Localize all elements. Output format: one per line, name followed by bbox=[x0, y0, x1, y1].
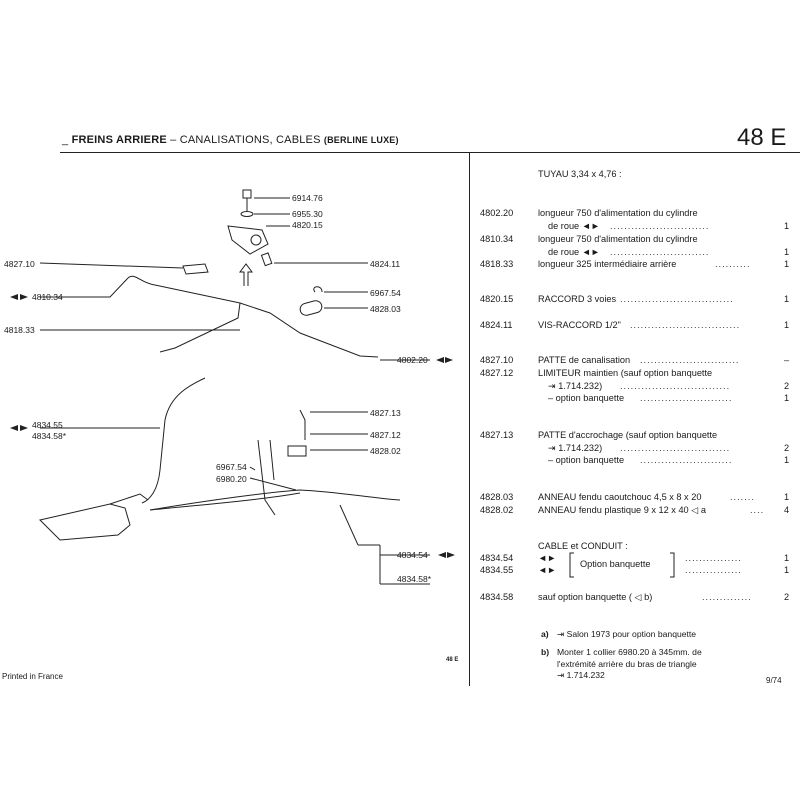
list-item: 4820.15 RACCORD 3 voies ................................ 1 bbox=[480, 294, 790, 304]
label-4834-54: 4834.54 bbox=[397, 550, 428, 560]
page-title: _ FREINS ARRIERE – CANALISATIONS, CABLES (BERLINE LUXE) bbox=[62, 134, 399, 146]
list-item: ⇥ 1.714.232) ............................... 2 bbox=[548, 381, 790, 391]
list-item: 4828.02 ANNEAU fendu plastique 9 x 12 x 40 ◁ a .... 4 bbox=[480, 505, 790, 515]
label-6980-20: 6980.20 bbox=[216, 474, 247, 484]
note-a-text: ⇥ Salon 1973 pour option banquette bbox=[557, 629, 697, 639]
list-item: 4834.58 sauf option banquette ( ◁ b) .............. 2 bbox=[480, 592, 790, 602]
list-item: 4827.10 PATTE de canalisation ............................ – bbox=[480, 355, 790, 365]
label-4820-15: 4820.15 bbox=[292, 220, 323, 230]
list-item: de roue ◄► ............................ 1 bbox=[548, 221, 790, 231]
list-item: 4834.54 ◄► ................ 1 bbox=[480, 553, 790, 563]
label-6967-54-top: 6967.54 bbox=[370, 288, 401, 298]
list-item: 4810.34 longueur 750 d'alimentation du cylindre bbox=[480, 234, 698, 244]
label-4818-33: 4818.33 bbox=[4, 325, 35, 335]
list-item: TUYAU 3,34 x 4,76 : bbox=[538, 169, 622, 179]
list-item: 4827.12 LIMITEUR maintien (sauf option banquette bbox=[480, 368, 713, 378]
option-banquette-bracket: Option banquette bbox=[580, 559, 651, 569]
list-item: – option banquette .......................... 1 bbox=[548, 455, 790, 465]
label-4802-20: 4802.20 bbox=[397, 355, 428, 365]
list-item: de roue ◄► ............................ 1 bbox=[548, 247, 790, 257]
list-item: 4827.13 PATTE d'accrochage (sauf option banquette bbox=[480, 430, 718, 440]
label-4834-58-right: 4834.58* bbox=[397, 574, 432, 584]
printed-in-france: Printed in France bbox=[2, 672, 63, 681]
note-b-label: b) bbox=[541, 647, 550, 657]
label-4834-58-left: 4834.58* bbox=[32, 431, 67, 441]
label-4827-13: 4827.13 bbox=[370, 408, 401, 418]
note-b-line2: l'extrémité arrière du bras de triangle bbox=[557, 659, 697, 669]
list-item: 4834.55 ◄► ................ 1 bbox=[480, 565, 790, 575]
list-item: ⇥ 1.714.232) ............................... 2 bbox=[548, 443, 790, 453]
list-item: – option banquette .......................... 1 bbox=[548, 393, 790, 403]
label-6914-76: 6914.76 bbox=[292, 193, 323, 203]
note-b-line1: Monter 1 collier 6980.20 à 345mm. de bbox=[557, 647, 702, 657]
label-4824-11: 4824.11 bbox=[370, 259, 401, 269]
label-6955-30: 6955.30 bbox=[292, 209, 323, 219]
diagram-page-ref: 48 E bbox=[446, 657, 459, 663]
list-item: 4824.11 VIS-RACCORD 1/2" ............................... 1 bbox=[480, 320, 790, 330]
label-4810-34: 4810.34 bbox=[32, 292, 63, 302]
page-code: 48 E bbox=[737, 124, 787, 151]
list-item: 4802.20 longueur 750 d'alimentation du cylindre bbox=[480, 208, 698, 218]
label-4828-03: 4828.03 bbox=[370, 304, 401, 314]
label-4834-55: 4834.55 bbox=[32, 420, 63, 430]
label-4827-10: 4827.10 bbox=[4, 259, 35, 269]
note-a-label: a) bbox=[541, 629, 549, 639]
label-4828-02: 4828.02 bbox=[370, 446, 401, 456]
list-item: 4828.03 ANNEAU fendu caoutchouc 4,5 x 8 x 20 ....... 1 bbox=[480, 492, 790, 502]
label-4827-12: 4827.12 bbox=[370, 430, 401, 440]
list-item: CABLE et CONDUIT : bbox=[538, 541, 628, 551]
label-6967-54-bottom: 6967.54 bbox=[216, 462, 247, 472]
list-item: 4818.33 longueur 325 intermédiaire arrière .......... 1 bbox=[480, 259, 790, 269]
note-b-line3: ⇥ 1.714.232 bbox=[557, 670, 605, 680]
page-number: 9/74 bbox=[766, 676, 782, 685]
